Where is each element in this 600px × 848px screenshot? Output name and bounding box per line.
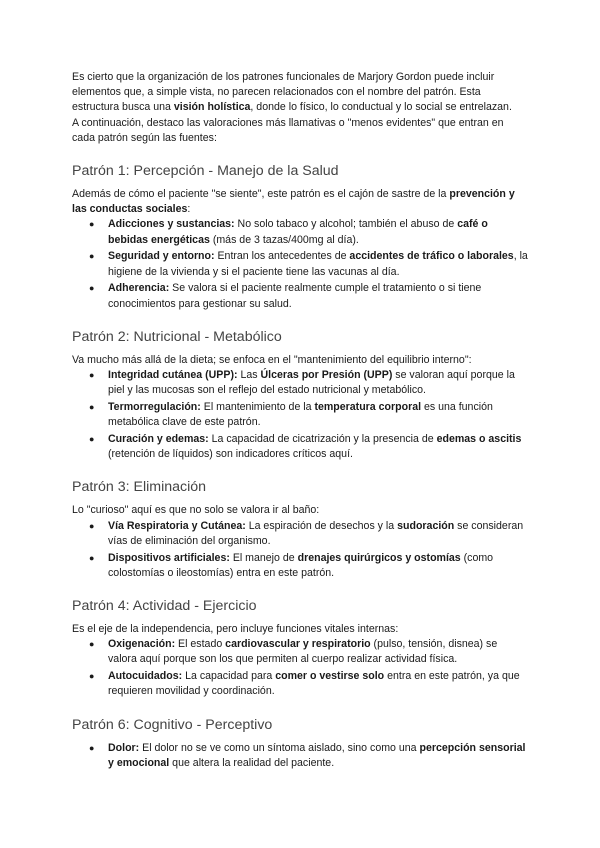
bold-text: temperatura corporal — [314, 401, 422, 414]
text-run: No solo tabaco y alcohol; también el abuso de — [234, 218, 458, 231]
bullet-list — [72, 519, 528, 581]
text-run: Además de cómo el paciente "se siente", este patrón es el cajón de sastre de la — [72, 188, 450, 201]
section-lead — [72, 503, 528, 518]
text-run: La capacidad de cicatrización y la presencia de — [208, 433, 437, 446]
bold-text: Dispositivos artificiales: — [108, 551, 230, 564]
text-run: A continuación, destaco las valoraciones más llamativas o "menos evidentes" que entran en cada patrón según las fuentes: — [72, 116, 504, 144]
bold-text: edemas o ascitis — [436, 433, 522, 446]
sections — [72, 162, 528, 771]
text-run: : — [187, 203, 191, 216]
text-run: es una función metabólica clave de este patrón. — [108, 401, 493, 429]
document-body — [72, 70, 528, 773]
text-run: , la higiene de la vivienda y si el paciente tiene las vacunas al día. — [108, 250, 528, 278]
bullet-list — [72, 741, 528, 771]
text-run: (como colostomías o ileostomías) entra en este patrón. — [108, 551, 494, 579]
text-run: , donde lo físico, lo conductual y lo social se entrelazan. — [250, 101, 512, 114]
bold-text: comer o vestirse solo — [275, 670, 385, 683]
list-item — [72, 400, 528, 430]
text-run: se consideran vías de eliminación del organismo. — [108, 519, 524, 547]
section — [72, 328, 528, 463]
bold-text: Vía Respiratoria y Cutánea: — [108, 519, 246, 532]
bullet-list — [72, 637, 528, 699]
bullet-icon: ● — [89, 639, 95, 650]
bold-text: Úlceras por Presión (UPP) — [260, 369, 393, 382]
section-heading: Patrón 4: Actividad - Ejercicio — [72, 598, 257, 615]
bullet-icon: ● — [89, 671, 95, 682]
bold-text: Adherencia: — [108, 282, 170, 295]
section-lead — [72, 353, 528, 368]
text-run: (retención de líquidos) son indicadores críticos aquí. — [108, 448, 353, 461]
text-run: (pulso, tensión, disnea) se valora aquí porque son los que permiten al cuerpo realizar actividad física. — [108, 638, 498, 666]
bullet-icon: ● — [89, 283, 95, 294]
list-item — [72, 432, 528, 462]
section — [72, 597, 528, 700]
text-run: Entran los antecedentes de — [214, 250, 350, 263]
text-run: El mantenimiento de la — [200, 401, 315, 414]
list-item — [72, 669, 528, 699]
section-heading: Patrón 2: Nutricional - Metabólico — [72, 328, 282, 345]
list-item — [72, 637, 528, 667]
intro — [72, 70, 528, 146]
text-run: El manejo de — [229, 551, 298, 564]
bold-text: Adicciones y sustancias: — [108, 218, 235, 231]
bold-text: Seguridad y entorno: — [108, 250, 215, 263]
list-item — [72, 217, 528, 247]
bold-text: sudoración — [397, 519, 455, 532]
intro-paragraph — [72, 70, 528, 116]
bold-text: café o bebidas energéticas — [108, 218, 488, 246]
text-run: se valoran aquí porque la piel y las mucosas son el reflejo del estado nutricional y metabólico. — [108, 369, 515, 397]
list-item — [72, 741, 528, 771]
bullet-icon: ● — [89, 402, 95, 413]
bullet-list — [72, 368, 528, 462]
bold-text: Integridad cutánea (UPP): — [108, 369, 238, 382]
bold-text: cardiovascular y respiratorio — [225, 638, 371, 651]
text-run: Va mucho más allá de la dieta; se enfoca en el "mantenimiento del equilibrio interno": — [72, 353, 472, 366]
text-run: Es el eje de la independencia, pero incluye funciones vitales internas: — [72, 623, 399, 636]
bullet-icon: ● — [89, 552, 95, 563]
bold-text: Curación y edemas: — [108, 433, 209, 446]
text-run: Las — [237, 369, 261, 382]
bold-text: percepción sensorial y emocional — [108, 741, 526, 769]
bold-text: drenajes quirúrgicos y ostomías — [297, 551, 461, 564]
text-run: Se valora si el paciente realmente cumple el tratamiento o si tiene conocimientos para gestionar su salud. — [108, 282, 482, 310]
bold-text: Dolor: — [108, 741, 140, 754]
section-heading: Patrón 6: Cognitivo - Perceptivo — [72, 716, 273, 733]
bold-text: visión holística — [173, 101, 251, 114]
text-run: La capacidad para — [182, 670, 276, 683]
list-item — [72, 368, 528, 398]
bullet-list — [72, 217, 528, 311]
bullet-icon: ● — [89, 520, 95, 531]
bold-text: prevención y las conductas sociales — [72, 188, 515, 216]
bullet-icon: ● — [89, 370, 95, 381]
text-run: El dolor no se ve como un síntoma aislado, sino como una — [139, 741, 420, 754]
section-heading: Patrón 1: Percepción - Manejo de la Salud — [72, 163, 339, 180]
text-run: El estado — [175, 638, 226, 651]
bullet-icon: ● — [89, 742, 95, 753]
bold-text: Termorregulación: — [108, 401, 201, 414]
text-run: Es cierto que la organización de los patrones funcionales de Marjory Gordon puede incluir elementos que, a simple vista, no parecen relacionados con el nombre del patrón. Esta estructura busca una — [72, 71, 495, 114]
text-run: La espiración de desechos y la — [245, 519, 398, 532]
section-lead — [72, 187, 528, 217]
section-lead — [72, 622, 528, 637]
list-item — [72, 281, 528, 311]
bullet-icon: ● — [89, 219, 95, 230]
list-item — [72, 249, 528, 279]
section — [72, 162, 528, 312]
bold-text: accidentes de tráfico o laborales — [349, 250, 514, 263]
text-run: que altera la realidad del paciente. — [169, 756, 335, 769]
text-run: (más de 3 tazas/400mg al día). — [209, 233, 359, 246]
section — [72, 716, 528, 771]
text-run: entra en este patrón, ya que requieren movilidad y coordinación. — [108, 670, 520, 698]
intro-paragraph — [72, 116, 528, 146]
bold-text: Oxigenación: — [108, 638, 176, 651]
section — [72, 478, 528, 581]
bullet-icon: ● — [89, 434, 95, 445]
list-item — [72, 551, 528, 581]
text-run: Lo "curioso" aquí es que no solo se valora ir al baño: — [72, 504, 320, 517]
list-item — [72, 519, 528, 549]
section-heading: Patrón 3: Eliminación — [72, 479, 207, 496]
bullet-icon: ● — [89, 251, 95, 262]
bold-text: Autocuidados: — [108, 670, 183, 683]
